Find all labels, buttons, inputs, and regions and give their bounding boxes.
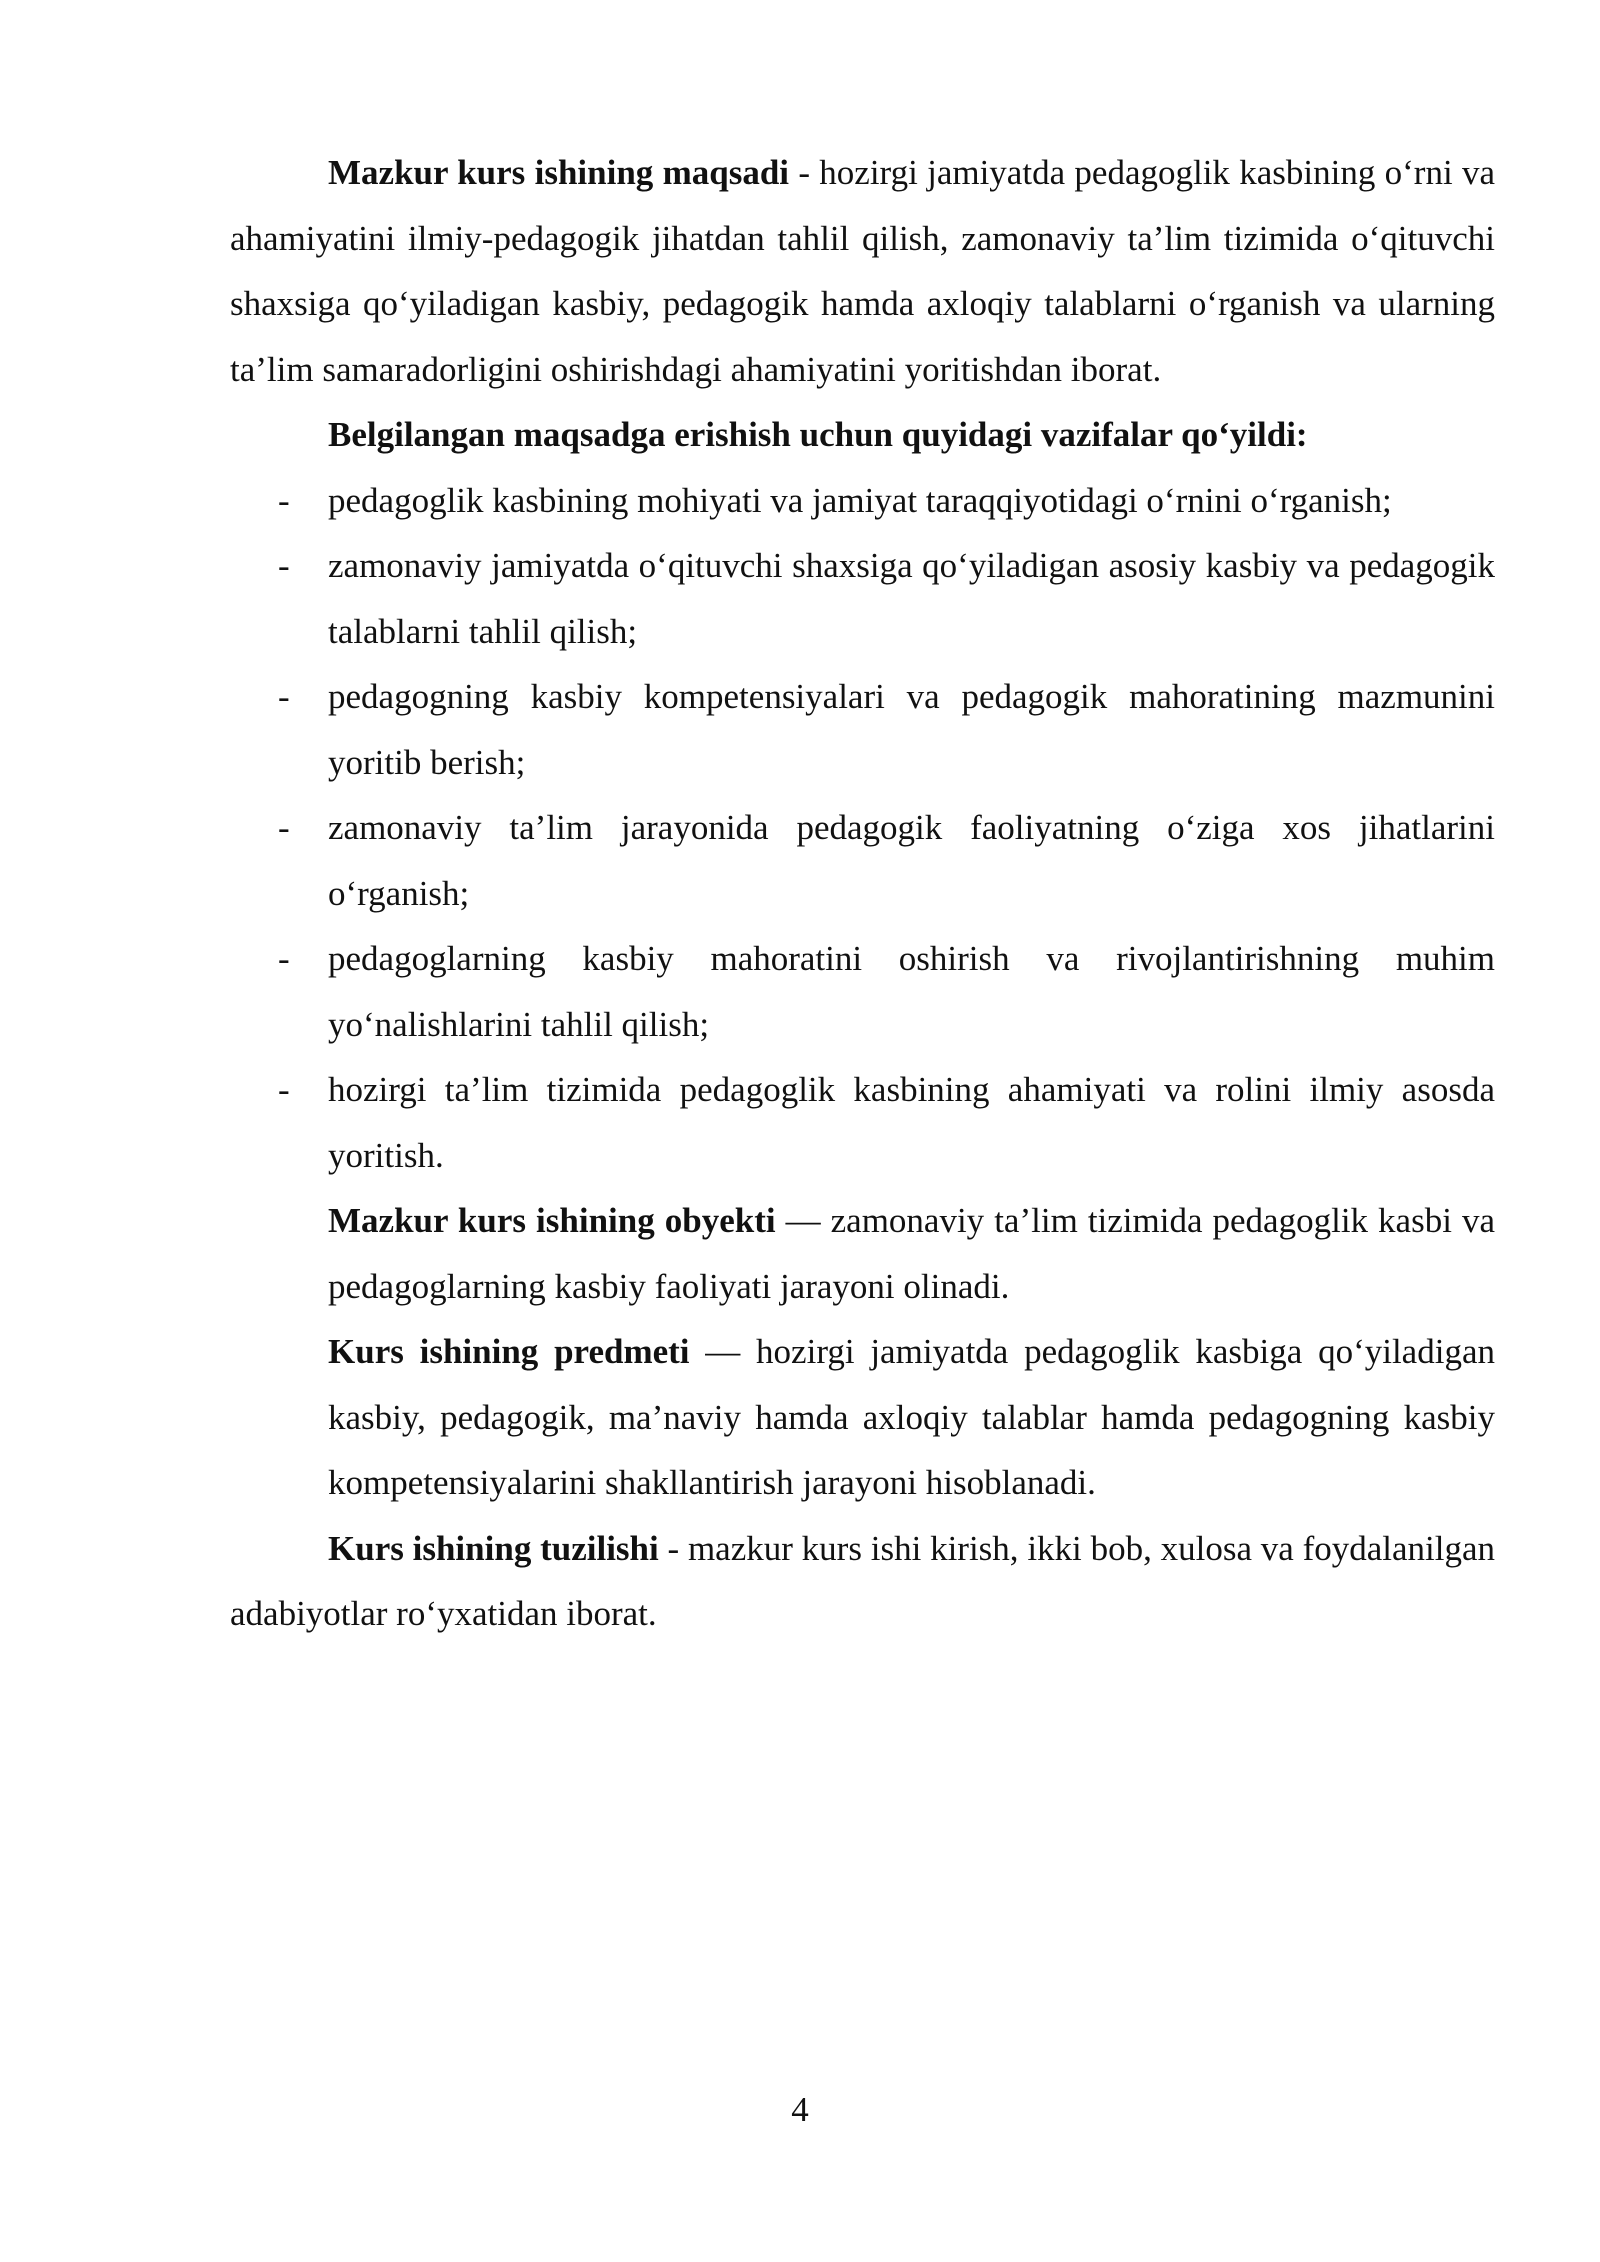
structure-label: Kurs ishining tuzilishi bbox=[328, 1528, 659, 1568]
list-item bbox=[230, 468, 1495, 534]
object-text: — zamonaviy ta’lim tizimida pedagoglik kasbi va pedagoglarning kasbiy faoliyati jarayoni olinadi. bbox=[328, 1201, 1495, 1306]
document-page bbox=[230, 140, 1495, 1647]
goal-paragraph bbox=[230, 140, 1495, 402]
task-text: pedagoglik kasbining mohiyati va jamiyat taraqqiyotidagi o‘rnini o‘rganish; bbox=[328, 480, 1392, 520]
structure-paragraph bbox=[230, 1516, 1495, 1647]
subject-paragraph bbox=[230, 1319, 1495, 1516]
goal-text: - hozirgi jamiyatda pedagoglik kasbining o‘rni va ahamiyatini ilmiy-pedagogik jihatdan tahlil qilish, zamonaviy ta’lim tizimida o‘qituvchi shaxsiga qo‘yiladigan kasbiy, pedagogik hamda axloqiy talablarni o‘rganish va ularning ta’lim samaradorligini oshirishdagi ahamiyatini yoritishdan iborat. bbox=[230, 153, 1496, 389]
list-dash: - bbox=[278, 939, 290, 978]
list-dash: - bbox=[278, 546, 290, 585]
list-item bbox=[230, 664, 1495, 795]
list-item bbox=[230, 795, 1495, 926]
subject-text: — hozirgi jamiyatda pedagoglik kasbiga qo‘yiladigan kasbiy, pedagogik, ma’naviy hamda axloqiy talablar hamda pedagogning kasbiy kompetensiyalarini shakllantirish jarayoni hisoblanadi. bbox=[328, 1332, 1495, 1502]
tasks-heading: Belgilangan maqsadga erishish uchun quyidagi vazifalar qo‘yildi: bbox=[328, 415, 1308, 454]
object-label: Mazkur kurs ishining obyekti bbox=[328, 1201, 776, 1240]
list-item bbox=[230, 533, 1495, 664]
list-item bbox=[230, 1057, 1495, 1188]
subject-label: Kurs ishining predmeti bbox=[328, 1332, 690, 1371]
structure-text: - mazkur kurs ishi kirish, ikki bob, xulosa va foydalanilgan adabiyotlar ro‘yxatidan iborat. bbox=[230, 1528, 1496, 1633]
list-dash: - bbox=[278, 677, 290, 716]
list-dash: - bbox=[278, 480, 290, 520]
goal-label: Mazkur kurs ishining maqsadi bbox=[328, 153, 790, 192]
list-dash: - bbox=[278, 1070, 290, 1109]
list-item bbox=[230, 926, 1495, 1057]
task-text: hozirgi ta’lim tizimida pedagoglik kasbining ahamiyati va rolini ilmiy asosda yoritish. bbox=[328, 1070, 1495, 1175]
page-number: 4 bbox=[791, 2090, 809, 2129]
task-text: zamonaviy ta’lim jarayonida pedagogik faoliyatning o‘ziga xos jihatlarini o‘rganish; bbox=[328, 808, 1495, 913]
list-dash: - bbox=[278, 808, 290, 847]
task-text: pedagogning kasbiy kompetensiyalari va pedagogik mahoratining mazmunini yoritib berish; bbox=[328, 677, 1495, 782]
task-text: zamonaviy jamiyatda o‘qituvchi shaxsiga qo‘yiladigan asosiy kasbiy va pedagogik talablarni tahlil qilish; bbox=[328, 546, 1495, 651]
task-text: pedagoglarning kasbiy mahoratini oshirish va rivojlantirishning muhim yo‘nalishlarini tahlil qilish; bbox=[328, 939, 1495, 1044]
tasks-list bbox=[230, 468, 1495, 1189]
object-paragraph bbox=[230, 1188, 1495, 1319]
